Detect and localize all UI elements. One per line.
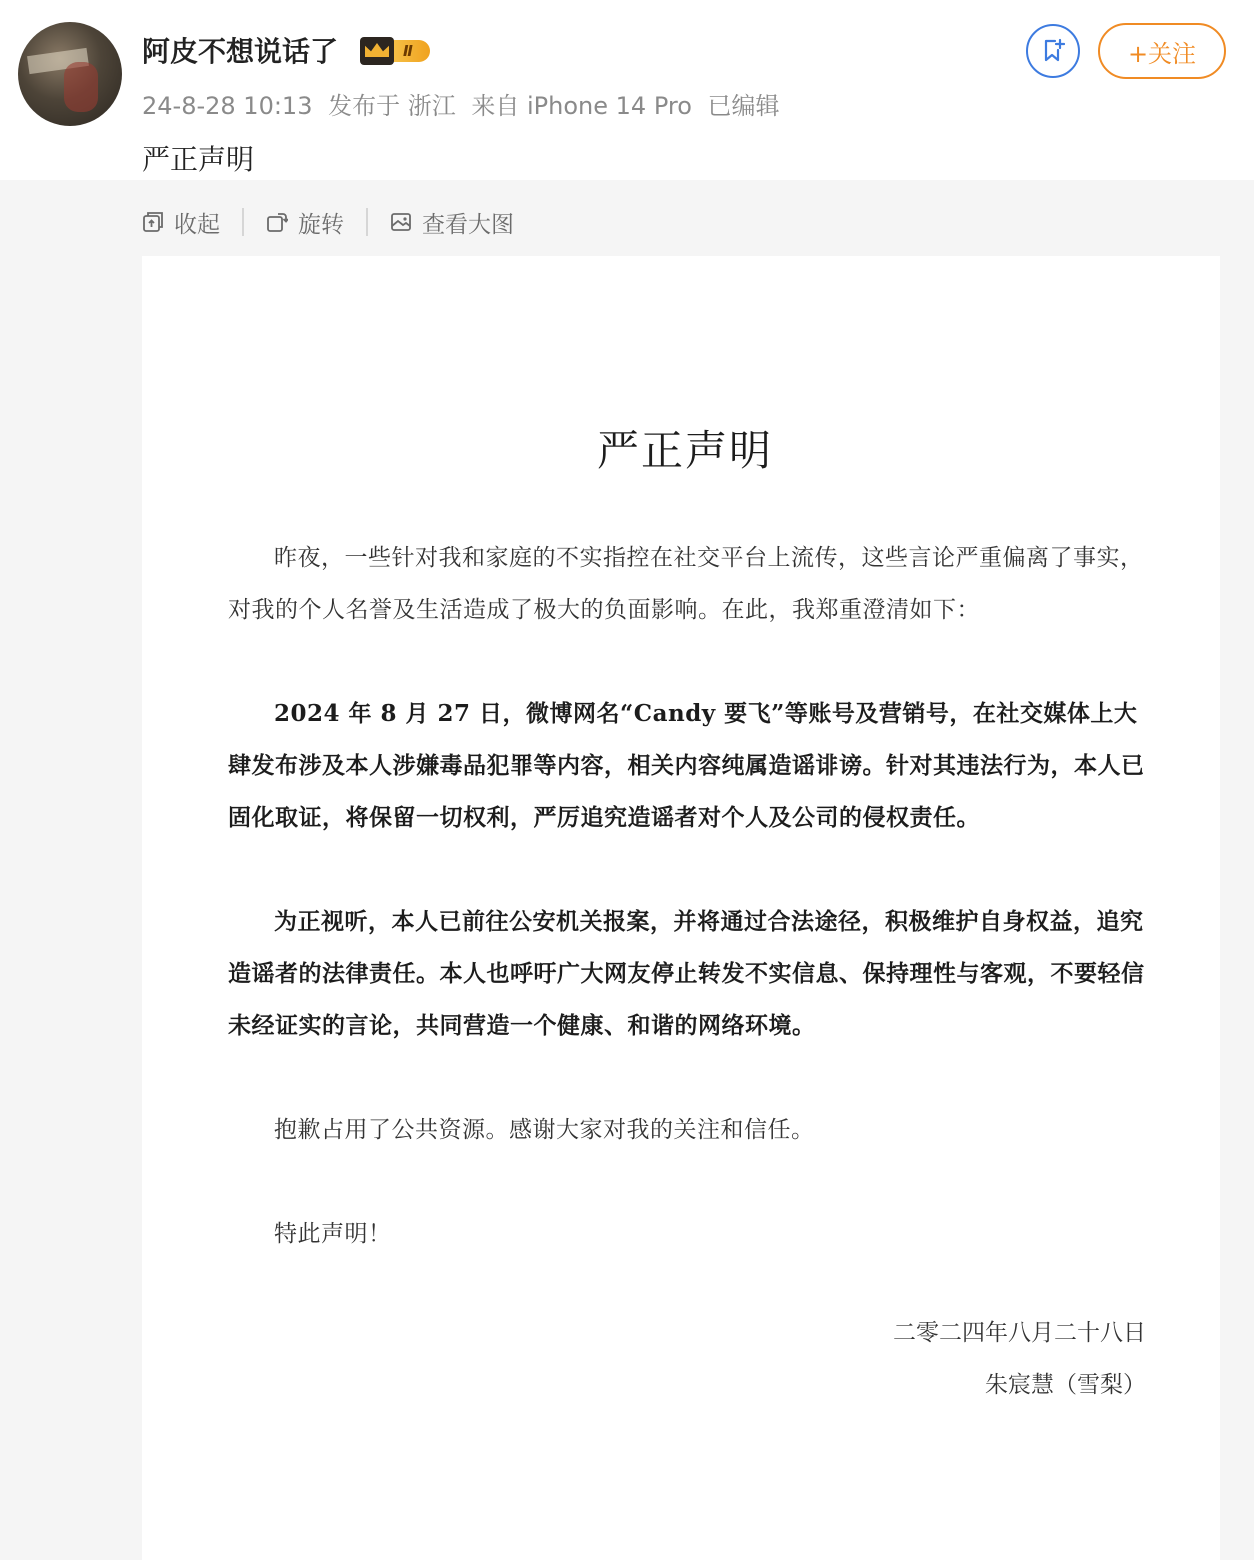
document-paragraph: 特此声明！ xyxy=(274,1221,392,1247)
view-large-label: 查看大图 xyxy=(422,211,514,238)
vip-badge[interactable] xyxy=(360,36,430,66)
post-text: 严正声明 xyxy=(142,143,255,176)
rotate-icon xyxy=(266,211,288,233)
image-toolbar xyxy=(142,204,514,240)
post-device: 来自 iPhone 14 Pro xyxy=(471,92,692,120)
rotate-label: 旋转 xyxy=(298,211,344,238)
statement-image[interactable] xyxy=(142,256,1220,1560)
rotate-button[interactable] xyxy=(266,206,344,239)
bookmark-button[interactable] xyxy=(1026,24,1080,78)
toolbar-divider xyxy=(366,208,368,236)
document-title: 严正声明 xyxy=(596,426,773,475)
follow-button[interactable]: +关注 xyxy=(1098,23,1226,79)
username[interactable]: 阿皮不想说话了 xyxy=(142,35,339,68)
document-paragraph: 抱歉占用了公共资源。感谢大家对我的关注和信任。 xyxy=(274,1117,815,1143)
collapse-icon xyxy=(142,211,164,233)
document-paragraph: 2024 年 8 月 27 日，微博网名“Candy 要飞”等账号及营销号，在社交媒体上大肆发布涉及本人涉嫌毒品犯罪等内容，相关内容纯属造谣诽谤。针对其违法行为，本人已固化取证，将保留一切权利，严厉追究造谣者对个人及公司的侵权责任。 xyxy=(228,700,1145,831)
post-meta xyxy=(142,86,788,121)
toolbar-divider xyxy=(242,208,244,236)
document-paragraph: 昨夜，一些针对我和家庭的不实指控在社交平台上流传，这些言论严重偏离了事实，对我的个人名誉及生活造成了极大的负面影响。在此，我郑重澄清如下： xyxy=(228,545,1144,623)
edited-label[interactable]: 已编辑 xyxy=(707,92,780,120)
vip-level: Ⅱ xyxy=(390,40,430,62)
crown-icon xyxy=(360,37,394,65)
document-date: 二零二四年八月二十八日 xyxy=(893,1320,1146,1346)
image-icon xyxy=(390,211,412,233)
bookmark-add-icon xyxy=(1041,38,1065,64)
view-large-button[interactable] xyxy=(390,206,514,239)
image-viewer xyxy=(0,180,1254,1560)
document-paragraph: 为正视听，本人已前往公安机关报案，并将通过合法途径，积极维护自身权益，追究造谣者的法律责任。本人也呼吁广大网友停止转发不实信息、保持理性与客观，不要轻信未经证实的言论，共同营造一个健康、和谐的网络环境。 xyxy=(228,908,1145,1039)
post-datetime: 24-8-28 10:13 xyxy=(142,92,313,120)
collapse-button[interactable] xyxy=(142,206,220,239)
collapse-label: 收起 xyxy=(174,211,220,238)
document-signature: 朱宸慧（雪梨） xyxy=(985,1372,1146,1398)
post-header xyxy=(0,0,1254,180)
avatar[interactable] xyxy=(18,22,122,126)
post-location: 发布于 浙江 xyxy=(328,92,456,120)
